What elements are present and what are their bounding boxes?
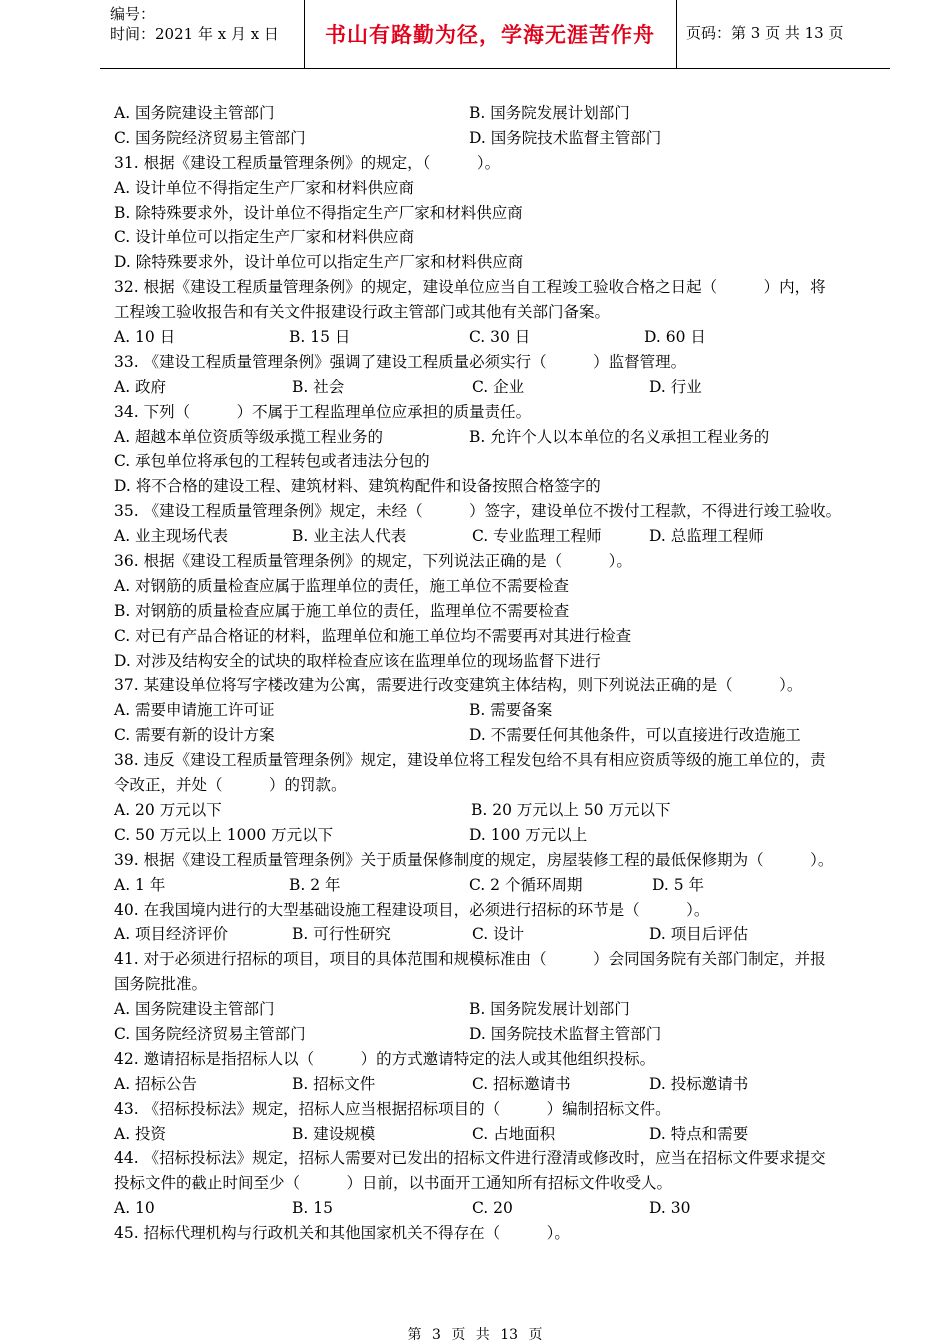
text-line: 40. 在我国境内进行的大型基础设施工程建设项目，必须进行招标的环节是（ ）。 (114, 900, 710, 919)
option-item: B. 需要备案 (469, 701, 553, 720)
option-item: B. 建设规模 (292, 1124, 376, 1143)
option-row (114, 1196, 894, 1221)
option-row (114, 723, 894, 748)
option-item: B. 招标文件 (292, 1074, 376, 1093)
footer-page-suffix: 页 (451, 1327, 466, 1343)
text-line: D. 将不合格的建设工程、建筑材料、建筑构配件和设备按照合格签字的 (114, 477, 601, 496)
text-line: 35. 《建设工程质量管理条例》规定，未经（ ）签字，建设单位不拨付工程款，不得进行竣工验收。 (114, 502, 842, 521)
option-item: D. 特点和需要 (649, 1124, 749, 1143)
option-item: B. 国务院发展计划部门 (469, 104, 630, 122)
text-line: 44. 《招标投标法》规定，招标人需要对已发出的招标文件进行澄清或修改时，应当在招标文件要求提交 (114, 1149, 826, 1168)
option-item: A. 需要申请施工许可证 (114, 701, 275, 720)
option-item: C. 招标邀请书 (472, 1074, 571, 1093)
text-line: C. 设计单位可以指定生产厂家和材料供应商 (114, 228, 415, 247)
footer-total-prefix: 共 (475, 1327, 490, 1343)
option-item: D. 项目后评估 (649, 925, 749, 944)
option-row (114, 375, 894, 400)
text-line: 38. 违反《建设工程质量管理条例》规定，建设单位将工程发包给不具有相应资质等级的施工单位的，责 (114, 751, 826, 770)
option-item: D. 投标邀请书 (649, 1074, 749, 1093)
option-item: C. 国务院经济贸易主管部门 (114, 128, 306, 147)
option-item: C. 需要有新的设计方案 (114, 726, 275, 745)
text-line: 令改正，并处（ ）的罚款。 (114, 776, 347, 795)
text-line: 43. 《招标投标法》规定，招标人应当根据招标项目的（ ）编制招标文件。 (114, 1099, 671, 1118)
footer-total-suffix: 页 (528, 1327, 543, 1343)
option-item: D. 不需要任何其他条件，可以直接进行改造施工 (469, 726, 801, 745)
option-item: B. 国务院发展计划部门 (469, 1000, 630, 1019)
header-meta (110, 4, 279, 44)
document-time-label: 时间：2021 年 x 月 x 日 (110, 25, 279, 43)
option-item: A. 投资 (114, 1124, 167, 1143)
option-item: C. 20 (472, 1199, 513, 1218)
option-row (114, 1072, 894, 1097)
header-divider-right (676, 0, 677, 68)
text-line: 37. 某建设单位将写字楼改建为公寓，需要进行改变建筑主体结构，则下列说法正确的是（ ）。 (114, 676, 803, 695)
option-row (114, 1122, 894, 1147)
option-item: A. 业主现场代表 (114, 527, 229, 546)
page-footer (0, 1324, 950, 1344)
question-content (114, 101, 894, 1246)
option-item: B. 2 年 (289, 875, 341, 894)
option-row (114, 698, 894, 723)
page-header (100, 0, 890, 69)
option-row (114, 922, 894, 947)
text-line: 31. 根据《建设工程质量管理条例》的规定，（ ）。 (114, 153, 501, 172)
header-page-indicator: 页码：第 3 页 共 13 页 (686, 24, 844, 42)
option-item: B. 15 日 (289, 328, 351, 347)
text-line: A. 对钢筋的质量检查应属于监理单位的责任，施工单位不需要检查 (114, 576, 570, 595)
option-item: C. 50 万元以上 1000 万元以下 (114, 825, 334, 844)
text-line: C. 承包单位将承包的工程转包或者违法分包的 (114, 452, 430, 471)
option-item: C. 国务院经济贸易主管部门 (114, 1024, 306, 1043)
option-row (114, 126, 894, 151)
option-item: D. 100 万元以上 (469, 825, 588, 844)
option-item: B. 可行性研究 (292, 925, 391, 944)
option-item: A. 10 (114, 1199, 155, 1218)
option-item: C. 专业监理工程师 (472, 527, 602, 546)
footer-page-current: 3 (431, 1327, 441, 1343)
option-item: D. 30 (649, 1199, 691, 1218)
option-item: D. 行业 (649, 377, 702, 396)
text-line: 41. 对于必须进行招标的项目，项目的具体范围和规模标准由（ ）会同国务院有关部门制定，并报 (114, 950, 826, 969)
option-item: A. 超越本单位资质等级承揽工程业务的 (114, 427, 384, 446)
text-line: B. 除特殊要求外，设计单位不得指定生产厂家和材料供应商 (114, 203, 523, 222)
option-item: D. 总监理工程师 (649, 527, 764, 546)
option-item: A. 招标公告 (114, 1074, 198, 1093)
option-item: D. 5 年 (652, 875, 705, 894)
text-line: B. 对钢筋的质量检查应属于施工单位的责任，监理单位不需要检查 (114, 601, 570, 620)
document-number-label: 编号： (110, 5, 156, 23)
option-item: B. 社会 (292, 377, 345, 396)
option-item: A. 20 万元以下 (114, 800, 222, 819)
option-row (114, 798, 894, 823)
option-item: C. 2 个循环周期 (469, 875, 583, 894)
option-item: A. 国务院建设主管部门 (114, 1000, 275, 1019)
text-line: 国务院批准。 (114, 975, 208, 994)
option-item: A. 政府 (114, 377, 167, 396)
option-item: B. 业主法人代表 (292, 527, 407, 546)
option-row (114, 101, 894, 126)
option-row (114, 425, 894, 450)
option-item: C. 企业 (472, 377, 525, 396)
text-line: 工程竣工验收报告和有关文件报建设行政主管部门或其他有关部门备案。 (114, 303, 611, 322)
text-line: 42. 邀请招标是指招标人以（ ）的方式邀请特定的法人或其他组织投标。 (114, 1049, 656, 1068)
text-line: 34. 下列（ ）不属于工程监理单位应承担的质量责任。 (114, 402, 532, 421)
option-item: C. 30 日 (469, 328, 531, 347)
text-line: D. 对涉及结构安全的试块的取样检查应该在监理单位的现场监督下进行 (114, 651, 601, 670)
text-line: D. 除特殊要求外，设计单位可以指定生产厂家和材料供应商 (114, 253, 524, 272)
option-item: D. 60 日 (644, 328, 706, 347)
option-item: B. 20 万元以上 50 万元以下 (471, 800, 671, 819)
text-line: 32. 根据《建设工程质量管理条例》的规定，建设单位应当自工程竣工验收合格之日起（ ）内，将 (114, 278, 826, 297)
header-motto: 书山有路勤为径，学海无涯苦作舟 (325, 23, 655, 47)
text-line: 45. 招标代理机构与行政机关和其他国家机关不得存在（ ）。 (114, 1224, 570, 1243)
option-item: C. 设计 (472, 925, 525, 944)
option-item: D. 国务院技术监督主管部门 (469, 1024, 662, 1043)
option-item: A. 国务院建设主管部门 (114, 104, 275, 122)
text-line: A. 设计单位不得指定生产厂家和材料供应商 (114, 178, 415, 197)
text-line: 36. 根据《建设工程质量管理条例》的规定，下列说法正确的是（ ）。 (114, 552, 632, 571)
footer-total-count: 13 (500, 1327, 519, 1343)
option-item: B. 允许个人以本单位的名义承担工程业务的 (469, 427, 770, 446)
footer-page-prefix: 第 (407, 1327, 422, 1343)
option-row (114, 873, 894, 898)
option-row (114, 325, 894, 350)
option-item: D. 国务院技术监督主管部门 (469, 128, 662, 147)
option-item: A. 项目经济评价 (114, 925, 229, 944)
option-row (114, 1022, 894, 1047)
option-row (114, 823, 894, 848)
option-item: B. 15 (292, 1199, 333, 1218)
option-item: A. 10 日 (114, 328, 176, 347)
text-line: 投标文件的截止时间至少（ ）日前，以书面开工通知所有招标文件收受人。 (114, 1174, 673, 1193)
text-line: 33. 《建设工程质量管理条例》强调了建设工程质量必须实行（ ）监督管理。 (114, 352, 687, 371)
option-row (114, 524, 894, 549)
option-item: A. 1 年 (114, 875, 166, 894)
text-line: C. 对已有产品合格证的材料，监理单位和施工单位均不需要再对其进行检查 (114, 626, 632, 645)
option-row (114, 997, 894, 1022)
option-item: C. 占地面积 (472, 1124, 556, 1143)
text-line: 39. 根据《建设工程质量管理条例》关于质量保修制度的规定，房屋装修工程的最低保修期为（ ）。 (114, 850, 834, 869)
